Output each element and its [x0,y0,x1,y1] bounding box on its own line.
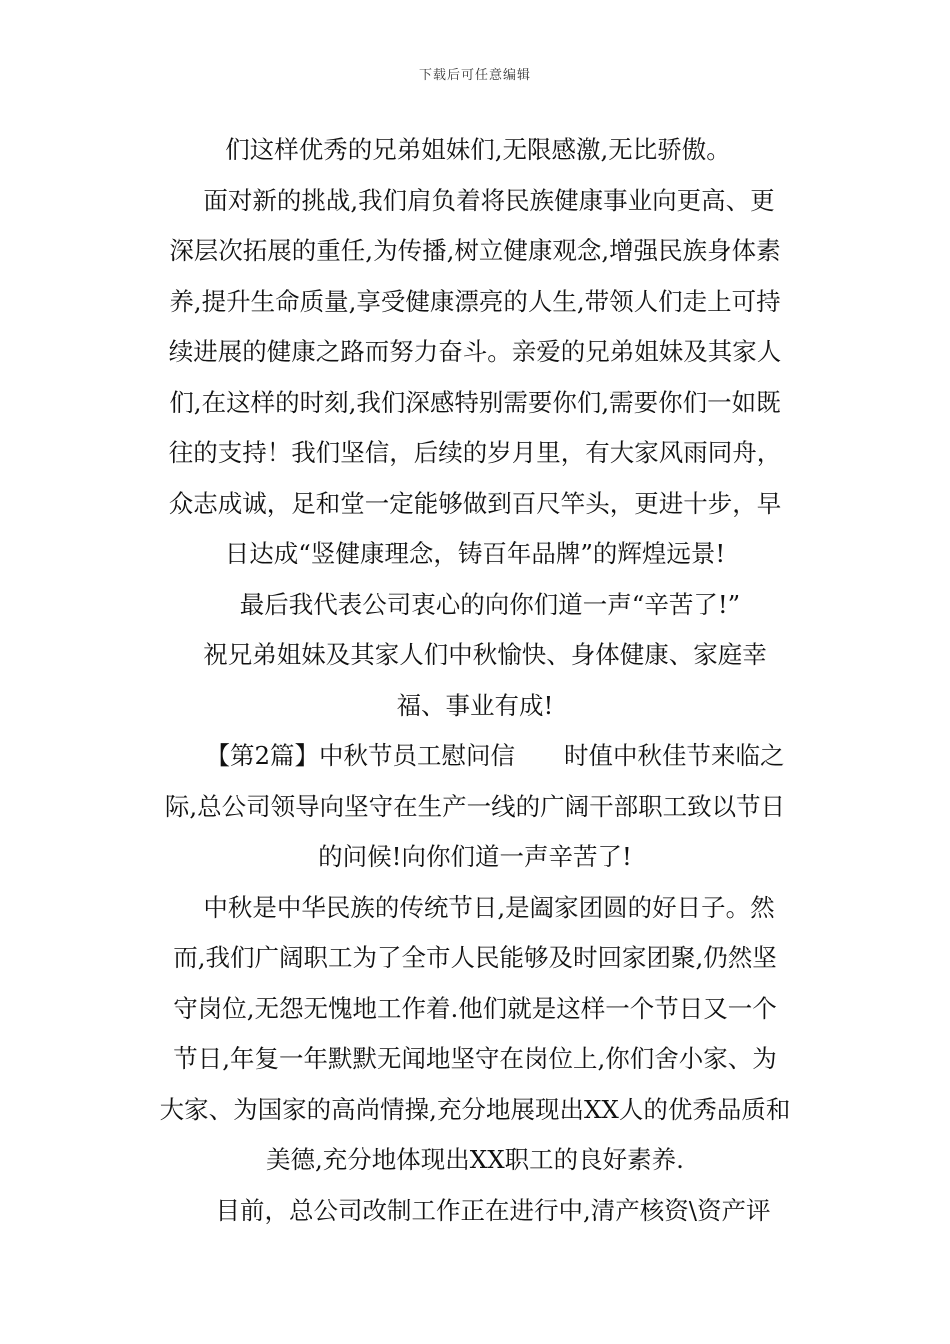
text-line: 的问候!向你们道一声辛苦了! [318,842,632,871]
text-line: 往的支持！我们坚信，后续的岁月里，有大家风雨同舟， [168,438,782,467]
text-line: 而,我们广阔职工为了全市人民能够及时回家团聚,仍然坚 [173,943,777,972]
text-line: 守岗位,无怨无愧地工作着.他们就是这样一个节日又一个 [173,993,777,1023]
text-line: 福、事业有成! [396,690,554,720]
text-line: 大家、为国家的高尚情操,充分地展现出XX人的优秀品质和 [159,1094,791,1124]
text-line: 节日,年复一年默默无闻地坚守在岗位上,你们舍小家、为 [173,1044,777,1073]
section-heading-line: 【第2篇】中秋节员工慰问信 时值中秋佳节来临之 [205,741,785,770]
text-line: 中秋是中华民族的传统节日,是阖家团圆的好日子。然 [203,892,775,922]
text-line: 养,提升生命质量,享受健康漂亮的人生,带领人们走上可持 [169,286,781,316]
text-line: 面对新的挑战,我们肩负着将民族健康事业向更高、更 [203,185,775,215]
text-line: 众志成诚，足和堂一定能够做到百尺竿头，更进十步，早 [168,488,782,518]
text-line: 目前，总公司改制工作正在进行中,清产核资\资产评 [215,1195,771,1225]
text-line: 际,总公司领导向坚守在生产一线的广阔干部职工致以节日 [164,791,786,821]
text-line: 深层次拓展的重任,为传播,树立健康观念,增强民族身体素 [169,236,781,265]
text-line: 们,在这样的时刻,我们深感特别需要你们,需要你们一如既 [169,387,781,417]
text-line: 祝兄弟姐妹及其家人们中秋愉快、身体健康、家庭幸 [203,640,767,669]
page-header: 下载后可任意编辑 [418,68,531,83]
text-line: 续进展的健康之路而努力奋斗。亲爱的兄弟姐妹及其家人 [168,337,782,366]
text-line: 最后我代表公司衷心的向你们道一声“辛苦了!” [239,589,741,619]
text-line: 美德,充分地体现出XX职工的良好素养. [266,1145,684,1174]
text-line: 们这样优秀的兄弟姐妹们,无限感激,无比骄傲。 [225,135,731,164]
document-body [130,125,820,1236]
text-line: 日达成“竖健康理念，铸百年品牌”的辉煌远景! [224,539,726,568]
